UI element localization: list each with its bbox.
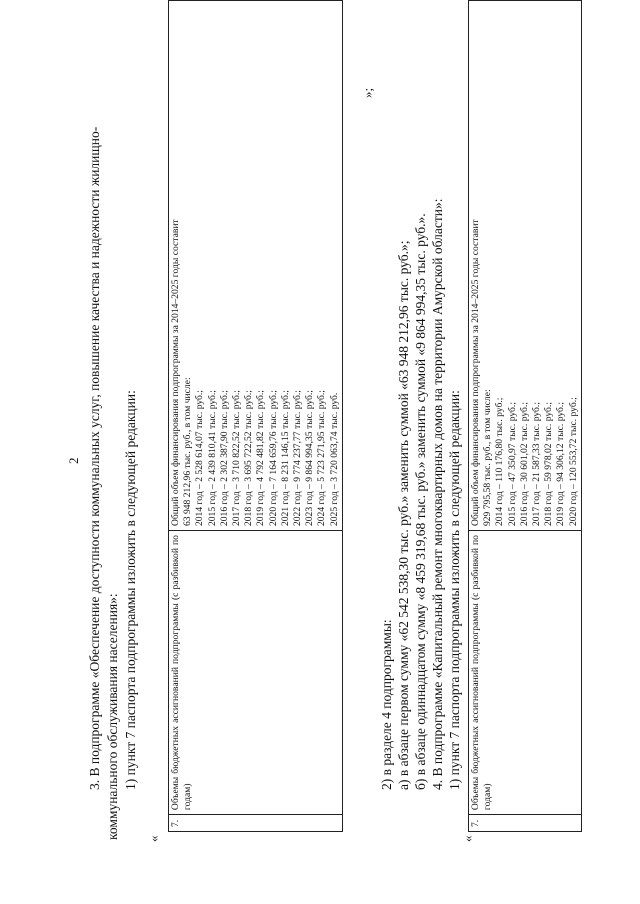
table2-line: Общий объем финансирования подпрограммы за 2014–2025 годы составит <box>470 219 481 527</box>
section4-heading: 4. В подпрограмме «Капитальный ремонт многоквартирных домов на территории Амурской области»: <box>430 198 445 790</box>
table2-line: 2014 год – 110 176,80 тыс. руб.; <box>494 397 506 527</box>
section2-item-a: а) в абзаце первом сумму «62 542 538,30 тыс. руб.» заменить суммой «63 948 212,96 тыс. руб.»; <box>396 240 411 790</box>
table1-line: 2024 год – 5 723 271,95 тыс. руб.; <box>316 390 328 527</box>
section2-item2: 2) в разделе 4 подпрограммы: <box>379 619 394 790</box>
table1-line: 2015 год – 2 439 810,41 тыс. руб.; <box>206 390 218 527</box>
table2-line: 2019 год – 94 306,12 тыс. руб.; <box>555 402 567 527</box>
passport-table-1 <box>168 0 343 832</box>
table2-open-quote: « <box>460 835 475 842</box>
table1-line: 63 948 212,96 тыс. руб., в том числе: <box>182 377 194 527</box>
table2-values <box>469 1 582 531</box>
table1-line: 2020 год – 7 164 659,76 тыс. руб.; <box>267 390 279 527</box>
passport-table-2 <box>468 0 582 832</box>
section3-item1: 1) пункт 7 паспорта подпрограммы изложить в следующей редакции: <box>123 390 138 790</box>
table1-line: 2016 год – 2 302 387,90 тыс. руб.; <box>218 390 230 527</box>
table2-line: 2017 год – 21 587,33 тыс. руб.; <box>531 402 543 527</box>
section4-item1: 1) пункт 7 паспорта подпрограммы изложить в следующей редакции: <box>447 390 462 790</box>
table1-item-number: 7. <box>169 815 343 832</box>
table2-line: 2018 год – 59 978,02 тыс. руб.; <box>543 402 555 527</box>
table1-line: 2017 год – 3 710 822,52 тыс. руб.; <box>231 390 243 527</box>
table2-line: 2020 год – 120 553,72 тыс. руб.; <box>567 397 579 527</box>
table1-close-quote: »; <box>360 87 375 98</box>
table1-line: 2023 год – 9 864 994,35 тыс. руб.; <box>304 390 316 527</box>
table2-item-number: 7. <box>469 815 582 832</box>
table-row <box>469 1 582 832</box>
table1-label: Объемы бюджетных ассигнований подпрограммы (с разбивкой по годам) <box>169 531 343 815</box>
table1-line: 2021 год – 8 231 146,15 тыс. руб.; <box>279 390 291 527</box>
table1-line: 2014 год – 2 528 614,07 тыс. руб.; <box>194 390 206 527</box>
section2-item-b: б) в абзаце одиннадцатом сумму «8 459 319,68 тыс. руб.» заменить суммой «9 864 994,35 тыс. руб.». <box>413 213 428 790</box>
table2-line: 929 795,58 тыс. руб., в том числе: <box>482 389 494 527</box>
table-row <box>169 1 343 832</box>
table1-open-quote: « <box>146 835 161 842</box>
table1-values <box>169 1 343 531</box>
table2-label: Объемы бюджетных ассигнований подпрограммы (с разбивкой по годам) <box>469 531 582 815</box>
table1-line: 2018 год – 3 695 722,52 тыс. руб.; <box>243 390 255 527</box>
table1-line: 2019 год – 4 792 481,82 тыс. руб.; <box>255 390 267 527</box>
table1-line: 2025 год – 3 720 063,74 тыс. руб. <box>328 392 340 527</box>
table2-line: 2016 год – 30 601,02 тыс. руб.; <box>518 402 530 527</box>
table1-line: 2022 год – 9 774 237,77 тыс. руб.; <box>292 390 304 527</box>
table2-line: 2015 год – 47 350,97 тыс. руб.; <box>506 402 518 527</box>
section3-heading-line1: 3. В подпрограмме «Обеспечение доступности коммунальных услуг, повышение качества и надежности жилищно- <box>87 126 102 790</box>
table1-line: Общий объем финансирования подпрограммы за 2014–2025 годы составит <box>170 219 181 527</box>
page-number: 2 <box>66 457 81 464</box>
section3-heading-line2: коммунального обслуживания населения»: <box>105 593 120 840</box>
